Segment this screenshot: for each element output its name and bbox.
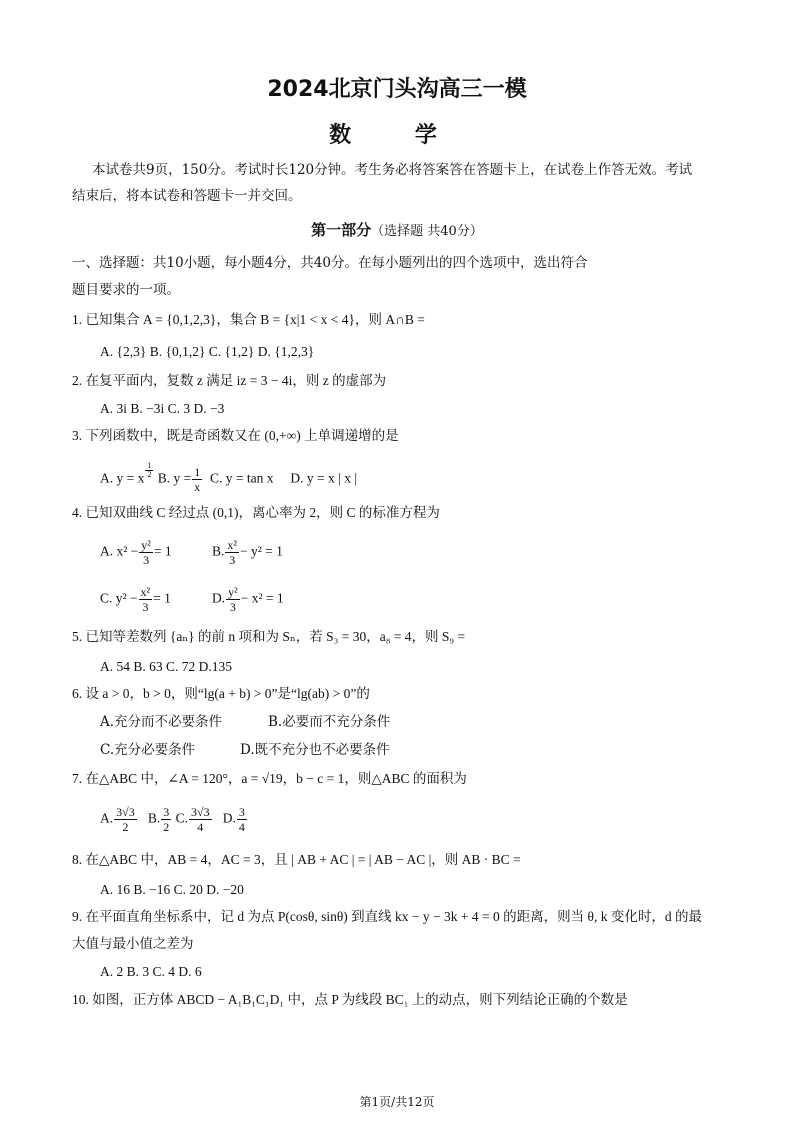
q4-d-prefix: D. xyxy=(212,590,226,606)
q7-c-denominator: 4 xyxy=(197,820,204,834)
question-9-line-2: 大值与最小值之差为 xyxy=(72,936,194,952)
q7-c-fraction xyxy=(189,805,212,834)
q6-option-a: A.充分而不必要条件 xyxy=(100,714,223,730)
question-3-options xyxy=(100,462,357,494)
question-10-stem: 10. 如图，正方体 ABCD − A₁B₁C₁D₁ 中，点 P 为线段 BC₁ 上的动点，则下列结论正确的个数是 xyxy=(72,992,628,1007)
q4-option-a xyxy=(100,538,172,567)
question-5-options: A. 54 B. 63 C. 72 D.135 xyxy=(100,659,233,674)
q4-d-numerator: y² xyxy=(228,585,238,599)
q4-b-numerator: x² xyxy=(227,538,237,552)
q4-d-suffix: − x² = 1 xyxy=(240,590,284,606)
q7-option-a: A. xyxy=(100,810,114,826)
q7-b-denominator: 2 xyxy=(163,820,170,834)
q4-a-prefix: A. x² − xyxy=(100,543,139,559)
q4-a-numerator: y² xyxy=(141,538,151,552)
question-8-stem: 8. 在△ABC 中，AB = 4，AC = 3，且 | AB + AC | = | AB − AC |，则 AB · BC = xyxy=(72,852,521,867)
question-5-stem: 5. 已知等差数列 {aₙ} 的前 n 项和为 Sₙ，若 S₃ = 30，a₈ = 4，则 S₉ = xyxy=(72,629,466,644)
question-7-options xyxy=(100,805,248,834)
part-note: （选择题 共40分） xyxy=(371,224,483,239)
question-1-options: A. {2,3} B. {0,1,2} C. {1,2} D. {1,2,3} xyxy=(100,344,315,359)
q3-exp-denominator: 2 xyxy=(147,470,152,479)
section-instruction-2: 题目要求的一项。 xyxy=(72,282,180,298)
q3-option-b-fraction xyxy=(192,465,202,494)
q7-d-denominator: 4 xyxy=(238,820,245,834)
question-2-options: A. 3i B. −3i C. 3 D. −3 xyxy=(100,401,225,416)
q7-c-numerator: 3√3 xyxy=(191,805,210,819)
q4-b-suffix: − y² = 1 xyxy=(240,543,283,559)
q3-b-denominator: x xyxy=(194,479,201,494)
q4-c-prefix: C. y² − xyxy=(100,590,138,606)
q7-a-fraction xyxy=(114,805,137,834)
q3-option-d: D. y = x | x | xyxy=(290,470,358,486)
document-title: 2024北京门头沟高三一模 xyxy=(267,77,527,102)
q4-b-prefix: B. xyxy=(212,543,225,559)
q3-option-a: A. y = x xyxy=(100,470,145,486)
question-3-stem: 3. 下列函数中，既是奇函数又在 (0,+∞) 上单调递增的是 xyxy=(72,428,399,443)
q6-option-d: D.既不充分也不必要条件 xyxy=(240,742,390,758)
q4-b-denominator: 3 xyxy=(229,553,236,567)
q4-a-suffix: = 1 xyxy=(153,543,172,559)
q4-c-fraction xyxy=(139,585,153,614)
page-footer: 第1页/共12页 xyxy=(359,1095,435,1109)
q7-a-numerator: 3√3 xyxy=(116,805,135,819)
question-6-stem: 6. 设 a > 0，b > 0，则“lg(a + b) > 0”是“lg(ab) > 0”的 xyxy=(72,686,370,701)
intro-line-1: 本试卷共9页，150分。考试时长120分钟。考生务必将答案答在答题卡上，在试卷上作答无效。考试 xyxy=(92,162,693,178)
q4-option-d xyxy=(212,585,284,614)
q4-b-fraction xyxy=(225,538,239,567)
q6-option-b: B.必要而不充分条件 xyxy=(268,714,391,730)
question-7-stem: 7. 在△ABC 中，∠A = 120°，a = √19，b − c = 1，则△ABC 的面积为 xyxy=(72,771,467,786)
q7-a-denominator: 2 xyxy=(122,820,129,834)
q3-exp-numerator: 1 xyxy=(147,461,152,470)
section-instruction-1: 一、选择题：共10小题，每小题4分，共40分。在每小题列出的四个选项中，选出符合 xyxy=(72,255,588,271)
intro-line-2: 结束后，将本试卷和答题卡一并交回。 xyxy=(72,188,302,204)
q7-d-fraction xyxy=(237,805,247,834)
q7-b-numerator: 3 xyxy=(163,805,170,819)
q4-a-denominator: 3 xyxy=(143,553,150,567)
q3-option-c: C. y = tan x xyxy=(210,470,274,486)
q7-d-numerator: 3 xyxy=(238,805,245,819)
q4-c-suffix: = 1 xyxy=(153,590,171,606)
question-8-options: A. 16 B. −16 C. 20 D. −20 xyxy=(100,882,244,897)
q7-option-d: D. xyxy=(222,810,236,826)
question-9-line-1: 9. 在平面直角坐标系中，记 d 为点 P(cosθ, sinθ) 到直线 kx − y − 3k + 4 = 0 的距离，则当 θ, k 变化时，d 的最 xyxy=(72,909,702,924)
subject-title: 数 学 xyxy=(329,122,465,148)
question-1-stem: 1. 已知集合 A = {0,1,2,3}，集合 B = {x|1 < x < 4}，则 A∩B = xyxy=(72,312,425,327)
q4-d-fraction xyxy=(226,585,240,614)
part-title: 第一部分 xyxy=(311,221,372,239)
q4-c-denominator: 3 xyxy=(142,600,149,614)
q4-option-c xyxy=(100,585,171,614)
q7-b-fraction xyxy=(161,805,171,834)
q6-option-c: C.充分必要条件 xyxy=(100,742,196,758)
q4-d-denominator: 3 xyxy=(229,600,236,614)
question-4-stem: 4. 已知双曲线 C 经过点 (0,1)，离心率为 2，则 C 的标准方程为 xyxy=(72,505,440,520)
question-9-options: A. 2 B. 3 C. 4 D. 6 xyxy=(100,964,202,979)
q4-c-numerator: x² xyxy=(140,585,151,599)
q4-option-b xyxy=(212,538,283,567)
part-heading xyxy=(0,219,794,240)
q7-option-b: B. xyxy=(147,810,161,826)
q3-b-numerator: 1 xyxy=(194,464,201,479)
q3-option-b: B. y = xyxy=(157,470,192,486)
q7-option-c: C. xyxy=(175,810,188,826)
q4-a-fraction xyxy=(139,538,153,567)
question-2-stem: 2. 在复平面内，复数 z 满足 iz = 3 − 4i，则 z 的虚部为 xyxy=(72,373,387,388)
q3-option-a-exponent xyxy=(145,462,153,479)
